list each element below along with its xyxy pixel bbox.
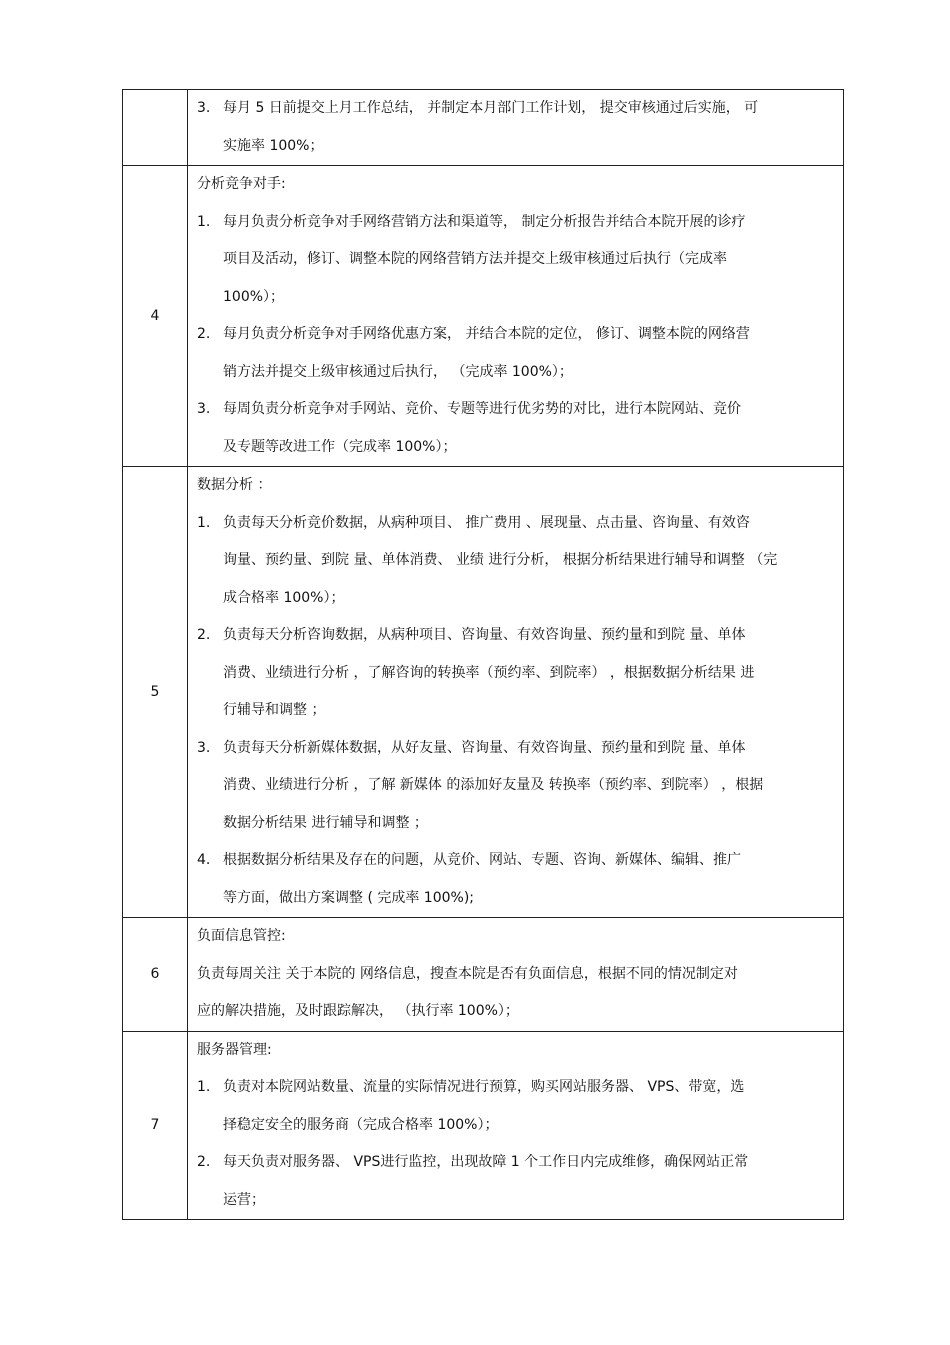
paragraph-line: 应的解决措施，及时跟踪解决， （执行率 100%）； bbox=[197, 1003, 519, 1019]
list-item-text: 根据数据分析结果及存在的问题，从竞价、网站、专题、咨询、新媒体、编辑、推广 bbox=[223, 852, 741, 868]
row-number: 7 bbox=[123, 1031, 188, 1220]
list-item-index: 3. bbox=[197, 401, 211, 417]
list-item-index: 2. bbox=[197, 1154, 211, 1170]
section-heading: 分析竞争对手: bbox=[197, 176, 286, 192]
list-item-index: 1. bbox=[197, 514, 211, 531]
list-item-line bbox=[197, 90, 833, 128]
section-heading: 服务器管理: bbox=[197, 1041, 272, 1058]
list-item-text: 每月负责分析竞争对手网络营销方法和渠道等， 制定分析报告并结合本院开展的诊疗 bbox=[223, 213, 746, 230]
list-item-line: 等方面，做出方案调整 ( 完成率 100%); bbox=[223, 889, 475, 906]
row-content bbox=[188, 166, 844, 467]
list-item-text: 每天负责对服务器、 VPS进行监控，出现故障 1 个工作日内完成维修，确保网站正常 bbox=[223, 1154, 749, 1170]
table-row bbox=[123, 166, 844, 467]
table-row bbox=[123, 918, 844, 1032]
list-item-line bbox=[197, 617, 833, 655]
list-item-text: 负责每天分析新媒体数据，从好友量、咨询量、有效咨询量、预约量和到院 量、单体 bbox=[223, 739, 746, 756]
list-item-text: 每月 5 日前提交上月工作总结， 并制定本月部门工作计划， 提交审核通过后实施， 可 bbox=[223, 100, 759, 116]
list-item-index: 1. bbox=[197, 213, 211, 230]
list-item-line: 数据分析结果 进行辅导和调整 ； bbox=[223, 814, 428, 831]
row-content bbox=[188, 1031, 844, 1220]
list-item-text: 每周负责分析竞争对手网站、竞价、专题等进行优劣势的对比，进行本院网站、竞价 bbox=[223, 401, 741, 417]
list-item-line: 项目及活动，修订、调整本院的网络营销方法并提交上级审核通过后执行（完成率 bbox=[223, 251, 727, 267]
list-item-line: 及专题等改进工作（完成率 100%）； bbox=[223, 438, 457, 455]
list-item-line bbox=[197, 316, 833, 354]
list-item-line bbox=[197, 204, 833, 242]
list-item-line: 运营； bbox=[223, 1191, 265, 1208]
list-item-line: 成合格率 100%）； bbox=[223, 589, 345, 606]
list-item-line bbox=[197, 391, 833, 429]
table-row bbox=[123, 90, 844, 166]
list-item-line: 实施率 100%； bbox=[223, 137, 324, 154]
list-item-index: 2. bbox=[197, 326, 211, 342]
list-item-line: 销方法并提交上级审核通过后执行， （完成率 100%）； bbox=[223, 363, 573, 380]
row-content bbox=[188, 918, 844, 1032]
list-item-index: 3. bbox=[197, 739, 211, 756]
list-item-text: 每月负责分析竞争对手网络优惠方案， 并结合本院的定位， 修订、调整本院的网络营 bbox=[223, 326, 750, 342]
paragraph-line: 负责每周关注 关于本院的 网络信息，搜查本院是否有负面信息，根据不同的情况制定对 bbox=[197, 965, 738, 982]
list-item-text: 负责每天分析咨询数据，从病种项目、咨询量、有效咨询量、预约量和到院 量、单体 bbox=[223, 627, 746, 643]
section-heading: 负面信息管控: bbox=[197, 928, 286, 944]
list-item-line: 消费、业绩进行分析 ，了解咨询的转换率（预约率、到院率） ，根据数据分析结果 进 bbox=[223, 664, 755, 681]
row-number bbox=[123, 90, 188, 166]
list-item-line: 择稳定安全的服务商（完成合格率 100%）； bbox=[223, 1116, 499, 1133]
list-item-line bbox=[197, 1144, 833, 1182]
duty-table bbox=[122, 89, 844, 1220]
table-row bbox=[123, 467, 844, 918]
list-item-line: 行辅导和调整 ； bbox=[223, 702, 326, 718]
list-item-line bbox=[197, 730, 833, 768]
duty-table-body bbox=[123, 90, 844, 1220]
row-number: 5 bbox=[123, 467, 188, 918]
list-item-line bbox=[197, 1069, 833, 1107]
list-item-text: 负责每天分析竞价数据，从病种项目、 推广费用 、展现量、点击量、咨询量、有效咨 bbox=[223, 514, 750, 531]
list-item-line bbox=[197, 505, 833, 543]
list-item-line bbox=[197, 842, 833, 880]
row-number: 6 bbox=[123, 918, 188, 1032]
list-item-text: 负责对本院网站数量、流量的实际情况进行预算，购买网站服务器、 VPS、带宽，选 bbox=[223, 1079, 745, 1095]
list-item-line: 询量、预约量、到院 量、单体消费、 业绩 进行分析， 根据分析结果进行辅导和调整 （完 bbox=[223, 552, 778, 568]
list-item-index: 1. bbox=[197, 1079, 211, 1095]
list-item-line: 消费、业绩进行分析 ，了解 新媒体 的添加好友量及 转换率（预约率、到院率） ，根据 bbox=[223, 777, 764, 793]
row-number: 4 bbox=[123, 166, 188, 467]
list-item-index: 2. bbox=[197, 627, 211, 643]
row-content bbox=[188, 90, 844, 166]
row-content bbox=[188, 467, 844, 918]
list-item-index: 3. bbox=[197, 100, 211, 116]
section-heading: 数据分析 ： bbox=[197, 477, 272, 493]
table-row bbox=[123, 1031, 844, 1220]
list-item-index: 4. bbox=[197, 852, 211, 868]
list-item-line: 100%）； bbox=[223, 288, 285, 305]
